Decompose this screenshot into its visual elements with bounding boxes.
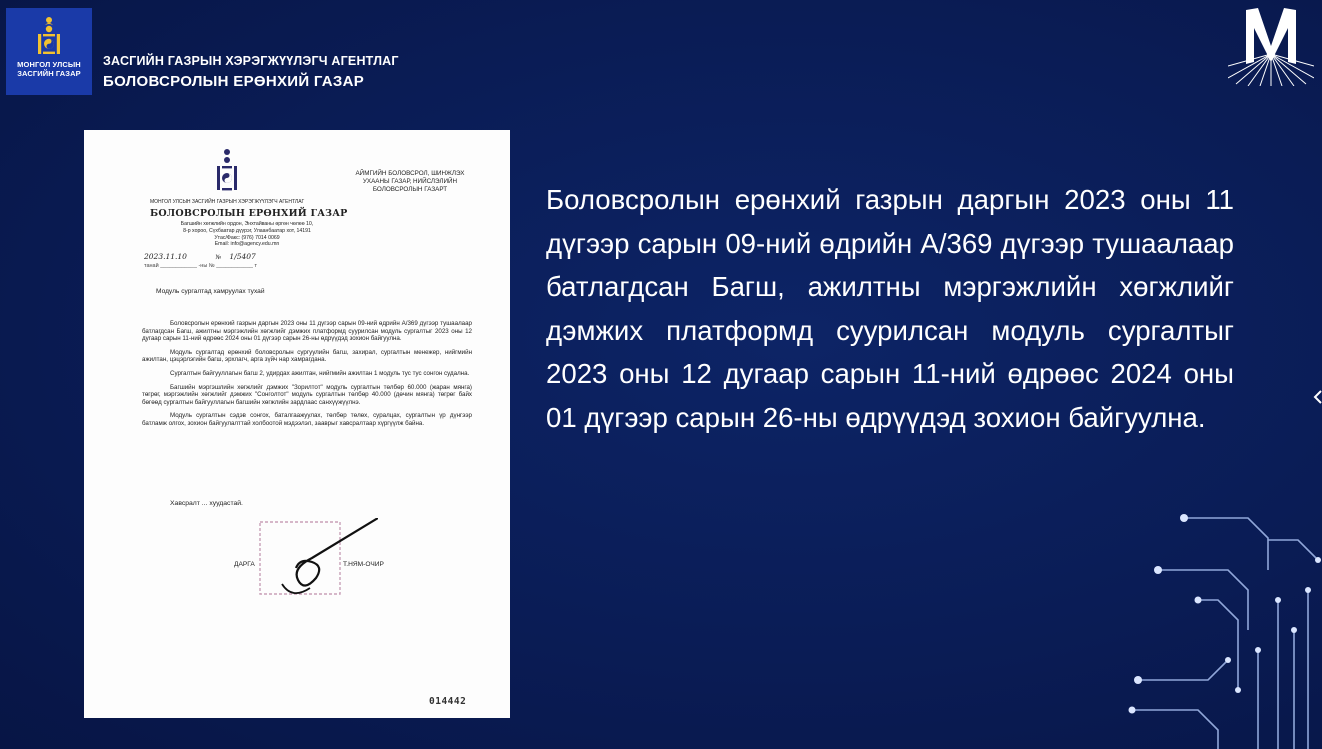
letter-date-line: танай ____________ -ны № ____________ т	[144, 263, 257, 269]
address-line: Утас/Факс: (976) 7014 0069	[214, 234, 280, 241]
recipient-line: УХААНЫ ГАЗАР, НИЙСЛЭЛИЙН	[362, 178, 458, 185]
letter-paragraph: Модуль сургалтын сэдэв сонгох, баталгаажуулах, төлбөр төлөх, суралцах, сургалтын үр дүнгээр батламж олгох, зохион байгуулалттай холбоотой мэдээлэл, зааврыг хавсралтаар хүргүүлж байна.	[142, 412, 472, 427]
date-written: 2023.11.10	[144, 252, 187, 261]
letter-sign-title: ДАРГА	[234, 561, 255, 568]
government-logo	[6, 8, 92, 95]
agency-line1: ЗАСГИЙН ГАЗРЫН ХЭРЭГЖҮҮЛЭГЧ АГЕНТЛАГ	[103, 54, 399, 68]
official-letter	[84, 130, 510, 718]
letter-paragraph: Сургалтын байгууллагын багш 2, удирдах ажилтан, нийгмийн ажилтан 1 модуль тус тус сонгон судална.	[170, 369, 470, 377]
letter-date: 2023.11.10 № 1/5407	[144, 252, 256, 261]
letter-subject: Модуль сургалтад хамруулах тухай	[156, 288, 265, 295]
address-line: 8-р хороо, Сүхбаатар дүүрэг, Улаанбаатар хот, 14191	[183, 227, 311, 234]
logo-caption-line2: ЗАСГИЙН ГАЗАР	[17, 68, 81, 78]
letter-address	[162, 221, 332, 248]
address-line: Email: info@agency.edu.mn	[214, 241, 280, 248]
letter-org-name: БОЛОВСРОЛЫН ЕРӨНХИЙ ГАЗАР	[150, 208, 348, 219]
letter-body	[142, 320, 472, 434]
main-paragraph: Боловсролын ерөнхий газрын даргын 2023 оны 11 дүгээр сарын 09-ний өдрийн А/369 дүгээр тушаалаар батлагдсан Багш, ажилтны мэргэжлийн хөгжлийг дэмжих платформд суурилсан модуль сургалтыг 2023 оны 12 дугаар сарын 11-ний өдрөөс 2024 оны 01 дүгээр сарын 26-ны өдрүүдэд зохион байгуулна.	[546, 184, 1234, 433]
recipient-line: АЙМГИЙН БОЛОВСРОЛ, ШИНЖЛЭХ	[355, 170, 465, 177]
number-written: 1/5407	[229, 252, 256, 261]
letter-paragraph: Модуль сургалтад ерөнхий боловсролын сургуулийн багш, захирал, сургалтын менежер, нийгмийн ажилтан, цэцэрлэгийн багш, эрхлагч, арга зүйч нар хамрагдана.	[142, 348, 472, 364]
book-rays-logo-icon	[1228, 6, 1314, 86]
agency-title	[103, 54, 399, 90]
chevron-left-icon[interactable]	[1313, 390, 1322, 404]
soyombo-icon	[215, 148, 239, 194]
agency-line2: БОЛОВСРОЛЫН ЕРӨНХИЙ ГАЗАР	[103, 73, 365, 90]
letter-paragraph: Боловсролын ерөнхий газрын даргын 2023 оны 11 дүгээр сарын 09-ний өдрийн А/369 дүгээр тушаалаар батлагдсан Багш, ажилтны мэргэжлийн хөгжлийг дэмжих платформд суурилсан модуль сургалтыг 2023 оны 12 дугаар сарын 11-ний өдрөөс 2024 оны 01 дүгээр сарын 26-ны өдрүүдэд зохион байгуулна.	[142, 320, 472, 343]
letter-serial: 014442	[429, 696, 467, 707]
letter-recipient	[342, 170, 478, 194]
letter-small-header: МОНГОЛ УЛСЫН ЗАСГИЙН ГАЗРЫН ХЭРЭГЖҮҮЛЭГЧ АГЕНТЛАГ	[150, 199, 305, 205]
letter-attachment: Хавсралт ... хуудастай.	[170, 500, 243, 507]
circuit-pattern-icon	[1118, 500, 1322, 749]
logo-caption-line1: МОНГОЛ УЛСЫН	[17, 60, 81, 69]
letter-sign-name: Т.НЯМ-ОЧИР	[343, 561, 384, 568]
soyombo-icon	[34, 16, 64, 56]
letter-paragraph: Багшийн мэргэшлийн хөгжлийг дэмжих "Зорилтот" модуль сургалтын төлбөр 60.000 (жаран мянга) төгрөг, мэргэжлийн хөгжлийг дэмжих "Сонголтот" модуль сургалтын төлбөр 40.000 (дөчин мянга) төгрөг байх бөгөөд сургалтын байгууллагын багшийн хөгжлийн зардлаас санхүүжүүлнэ.	[142, 383, 472, 406]
recipient-line: БОЛОВСРОЛЫН ГАЗАРТ	[372, 186, 448, 193]
address-line: Багшийн хөгжлийн ордон, Энхтайваны өргөн чөлөө 10,	[180, 221, 314, 227]
